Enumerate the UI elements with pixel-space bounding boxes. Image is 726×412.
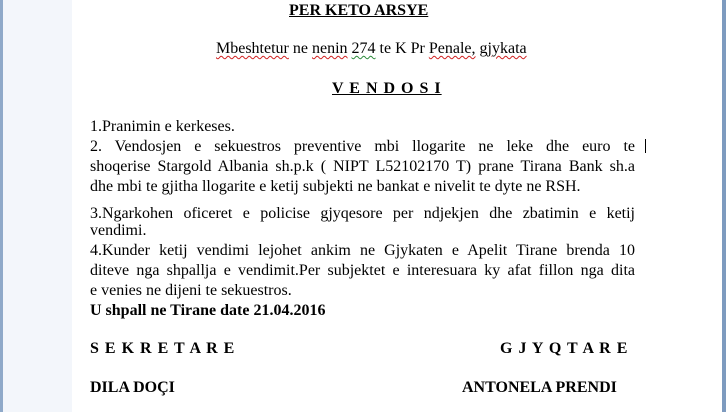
secretary-name: DILA DOÇI	[90, 379, 175, 396]
decision-heading: V E N D O S I	[332, 80, 442, 97]
paragraph-2-line-3: dhe mbi te gjitha llogarite e ketij subjekti ne bankat e nivelit te dyte ne RSH.	[90, 178, 581, 195]
document-page	[72, 0, 722, 412]
basis-word: te K Pr	[379, 40, 425, 57]
basis-word: Penale,	[428, 40, 476, 57]
paragraph-4-line-2: diteve nga shpallja e vendimit.Per subjektet e interesuara ky afat fillon nga dita	[90, 262, 635, 279]
section-heading: PER KETO ARSYE	[289, 2, 429, 19]
paragraph-4-line-3: e venies ne dijeni te sekuestros.	[90, 282, 292, 299]
basis-word: ne	[292, 40, 308, 57]
basis-word: 274	[351, 40, 376, 57]
text-cursor	[645, 139, 646, 153]
judge-name: ANTONELA PRENDI	[462, 379, 617, 396]
basis-word: nenin	[311, 40, 348, 57]
paragraph-4-line-1: 4.Kunder ketij vendimi lejohet ankim ne Gjykaten e Apelit Tirane brenda 10	[90, 242, 635, 259]
judge-label: G J Y Q T A R E	[500, 340, 629, 357]
secretary-label: S E K R E T A R E	[90, 340, 236, 357]
paragraph-3-line-1: 3.Ngarkohen oficeret e policise gjyqesore per ndjekjen dhe zbatimin e ketij	[90, 205, 635, 222]
paragraph-3-line-2: vendimi.	[90, 222, 147, 239]
basis-word: gjykata	[479, 40, 527, 57]
legal-basis-line	[216, 39, 527, 58]
paragraph-2-line-2: shoqerise Stargold Albania sh.p.k ( NIPT L52102170 T) prane Tirana Bank sh.a	[90, 158, 635, 175]
basis-word: Mbeshtetur	[216, 40, 289, 57]
paragraph-1: 1.Pranimin e kerkeses.	[90, 118, 235, 135]
paragraph-2-line-1: 2. Vendosjen e sekuestros preventive mbi llogarite ne leke dhe euro te	[90, 138, 635, 155]
announcement-line: U shpall ne Tirane date 21.04.2016	[90, 302, 326, 319]
